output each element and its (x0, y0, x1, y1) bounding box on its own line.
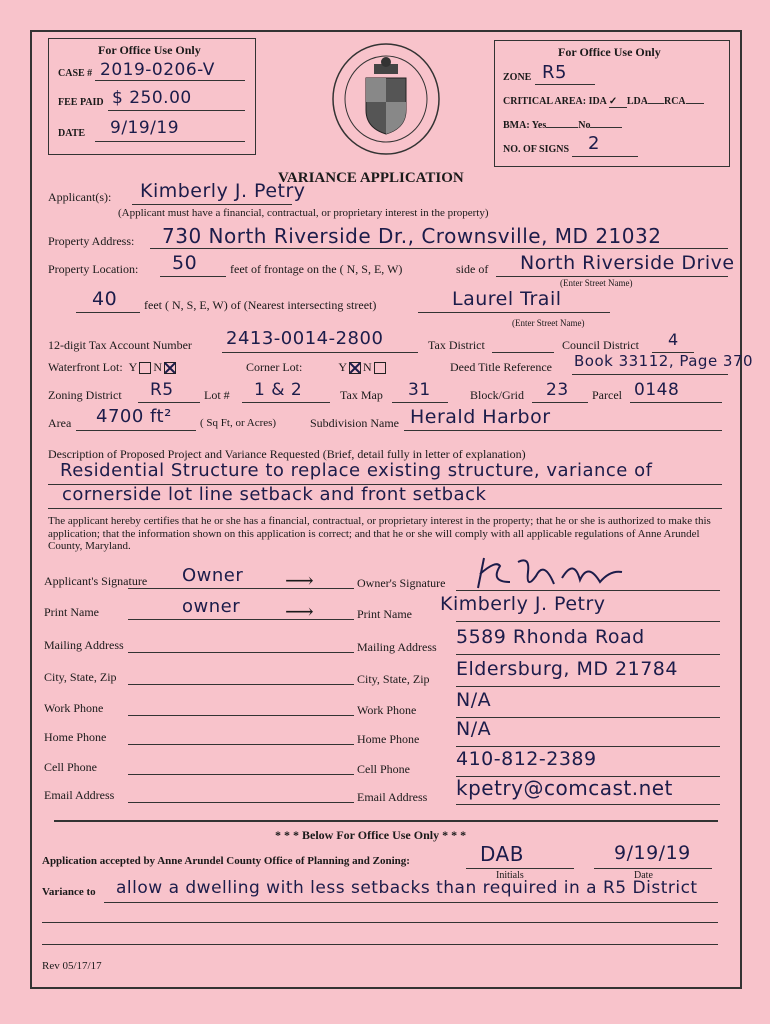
office-left-title: For Office Use Only (98, 43, 201, 57)
bma-row (503, 120, 622, 131)
owner-home-phone-value[interactable]: N/A (456, 718, 492, 740)
initials-value[interactable]: DAB (480, 842, 524, 866)
waterfront-no-checkbox[interactable] (164, 362, 176, 374)
applicant-name[interactable]: Kimberly J. Petry (140, 180, 306, 202)
waterfront-row (48, 360, 178, 375)
tax-district-line (492, 352, 554, 353)
applicant-home-phone-label: Home Phone (44, 730, 107, 744)
tax-account-value[interactable]: 2413-0014-2800 (226, 328, 384, 349)
variance-value[interactable]: allow a dwelling with less setbacks than required in a R5 District (116, 878, 698, 898)
applicant-cell-phone-line (128, 774, 354, 775)
bottom-date-label: Date (634, 870, 653, 881)
owner-email-label: Email Address (357, 790, 428, 804)
applicant-email-label: Email Address (44, 788, 115, 802)
lot-label: Lot # (204, 388, 230, 402)
owner-work-phone-value[interactable]: N/A (456, 689, 492, 711)
parcel-line (630, 402, 722, 403)
arrow-icon-2: ⟶ (285, 601, 314, 623)
lda-label: LDA (626, 96, 648, 107)
council-district-label: Council District (562, 338, 639, 352)
applicant-print-name-value[interactable]: owner (182, 596, 241, 617)
applicant-cell-phone-label: Cell Phone (44, 760, 97, 774)
feet-line (76, 312, 140, 313)
arrow-icon-1: ⟶ (285, 570, 314, 592)
applicant-city-line (128, 684, 354, 685)
owner-print-name-value[interactable]: Kimberly J. Petry (440, 593, 606, 615)
office-date[interactable]: 9/19/19 (110, 118, 180, 138)
variance-line-3 (42, 944, 718, 945)
owner-mailing-label: Mailing Address (357, 640, 437, 654)
owner-home-phone-label: Home Phone (357, 732, 420, 746)
feet-label: feet ( N, S, E, W) of (Nearest intersecting street) (144, 298, 377, 312)
case-label: CASE # (58, 68, 93, 79)
intersect-line (418, 312, 610, 313)
critical-area-label: CRITICAL AREA: IDA ✓ LDA RCA (503, 96, 704, 108)
bottom-date-line (594, 868, 712, 869)
intersect-note: (Enter Street Name) (512, 318, 585, 328)
description-value-1[interactable]: Residential Structure to replace existing structure, variance of (60, 460, 653, 481)
signs-label: NO. OF SIGNS (503, 144, 570, 155)
frontage-line (160, 276, 226, 277)
block-value[interactable]: 23 (546, 380, 569, 400)
applicant-label: Applicant(s): (48, 190, 112, 204)
corner-row (246, 360, 388, 375)
subdivision-line (404, 430, 722, 431)
owner-print-name-label: Print Name (357, 607, 412, 621)
corner-no-checkbox[interactable] (374, 362, 386, 374)
council-value[interactable]: 4 (668, 330, 679, 349)
fee-amount[interactable]: $ 250.00 (112, 88, 192, 108)
divider-line (54, 820, 718, 822)
fee-label: FEE PAID (58, 97, 104, 108)
rca-label: RCA (663, 96, 686, 107)
subdivision-value[interactable]: Herald Harbor (410, 406, 551, 428)
county-seal-icon (330, 40, 442, 158)
bma-yes-label: BMA: Yes (503, 120, 547, 131)
applicant-mailing-line (128, 652, 354, 653)
corner-label: Corner Lot: (246, 360, 303, 374)
corner-y-label: Y (338, 360, 347, 374)
lot-line (242, 402, 330, 403)
owner-signature-label: Owner's Signature (357, 576, 446, 590)
applicant-mailing-label: Mailing Address (44, 638, 124, 652)
property-address-line (150, 248, 728, 249)
owner-print-name-line (456, 621, 720, 622)
waterfront-y-label: Y (128, 360, 138, 374)
property-location-label: Property Location: (48, 262, 139, 276)
owner-email-value[interactable]: kpetry@comcast.net (456, 776, 673, 800)
zone-line (535, 84, 595, 85)
applicant-signature-label: Applicant's Signature (44, 574, 148, 588)
description-value-2[interactable]: cornerside lot line setback and front setback (62, 484, 487, 505)
intersect-value[interactable]: Laurel Trail (452, 288, 562, 310)
tax-map-line (392, 402, 448, 403)
date-line (95, 141, 245, 142)
feet-value[interactable]: 40 (92, 288, 118, 310)
initials-label: Initials (496, 870, 524, 881)
zoning-line (138, 402, 200, 403)
property-address-label: Property Address: (48, 234, 135, 248)
tax-account-line (222, 352, 418, 353)
area-value[interactable]: 4700 ft² (96, 406, 172, 427)
variance-line-2 (42, 922, 718, 923)
applicant-home-phone-line (128, 744, 354, 745)
deed-label: Deed Title Reference (450, 360, 552, 374)
accepted-label: Application accepted by Anne Arundel County Office of Planning and Zoning: (42, 855, 410, 867)
corner-n-label: N (363, 360, 372, 374)
signs-line (572, 156, 638, 157)
tax-account-label: 12-digit Tax Account Number (48, 338, 192, 352)
property-address-value[interactable]: 730 North Riverside Dr., Crownsville, MD 21032 (162, 224, 662, 248)
zone-value[interactable]: R5 (542, 62, 567, 83)
case-number[interactable]: 2019-0206-V (100, 60, 215, 80)
waterfront-n-label: N (153, 360, 163, 374)
applicant-signature-value[interactable]: Owner (182, 565, 244, 586)
block-label: Block/Grid (470, 388, 524, 402)
description-label: Description of Proposed Project and Variance Requested (Brief, detail fully in letter of explanation) (48, 447, 526, 461)
area-line (76, 430, 196, 431)
variance-line-1 (104, 902, 718, 903)
owner-city-label: City, State, Zip (357, 672, 430, 686)
initials-line (466, 868, 574, 869)
critical-label: CRITICAL AREA: IDA (503, 96, 607, 107)
applicant-print-name-line (128, 619, 354, 620)
area-label: Area (48, 416, 72, 430)
owner-work-phone-line (456, 717, 720, 718)
office-right-title: For Office Use Only (558, 45, 661, 59)
area-units: ( Sq Ft, or Acres) (200, 417, 277, 429)
zoning-label: Zoning District (48, 388, 122, 402)
fee-line (108, 110, 245, 111)
bma-no-label: No (578, 120, 591, 131)
street-note: (Enter Street Name) (560, 278, 633, 288)
block-line (532, 402, 588, 403)
applicant-city-label: City, State, Zip (44, 670, 117, 684)
applicant-work-phone-line (128, 715, 354, 716)
frontage-label: feet of frontage on the ( N, S, E, W) (230, 262, 403, 276)
variance-to-label: Variance to (42, 886, 96, 898)
parcel-value[interactable]: 0148 (634, 380, 680, 400)
applicant-work-phone-label: Work Phone (44, 701, 104, 715)
date-label: DATE (58, 128, 86, 139)
owner-city-value[interactable]: Eldersburg, MD 21784 (456, 658, 678, 680)
lot-value[interactable]: 1 & 2 (254, 380, 303, 400)
owner-email-line (456, 804, 720, 805)
applicant-note: (Applicant must have a financial, contractual, or proprietary interest in the property) (118, 207, 489, 219)
certification-text: The applicant hereby certifies that he or she has a financial, contractual, or proprietary interest in the property; that he or she is authorized to make this application; that the information shown on this application is correct; and that he or she will comply with all applicable regulations of Anne Arundel County, Maryland. (48, 515, 711, 552)
applicant-line (132, 204, 292, 205)
owner-mailing-value[interactable]: 5589 Rhonda Road (456, 626, 645, 648)
tax-map-value[interactable]: 31 (408, 380, 431, 400)
zoning-value[interactable]: R5 (150, 380, 174, 400)
case-line (95, 80, 245, 81)
waterfront-label: Waterfront Lot: (48, 360, 123, 374)
deed-value[interactable]: Book 33112, Page 370 (574, 352, 754, 370)
parcel-label: Parcel (592, 388, 622, 402)
tax-map-label: Tax Map (340, 388, 383, 402)
owner-cell-phone-value[interactable]: 410-812-2389 (456, 748, 597, 770)
owner-mailing-line (456, 654, 720, 655)
deed-line (572, 374, 728, 375)
revision-date: Rev 05/17/17 (42, 960, 102, 972)
corner-yes-checkbox[interactable] (349, 362, 361, 374)
owner-home-phone-line (456, 746, 720, 747)
description-line-2 (48, 508, 722, 509)
applicant-print-name-label: Print Name (44, 605, 99, 619)
signs-value[interactable]: 2 (588, 133, 600, 154)
tax-district-label: Tax District (428, 338, 485, 352)
applicant-email-line (128, 802, 354, 803)
street-line (496, 276, 728, 277)
waterfront-yes-checkbox[interactable] (139, 362, 151, 374)
bottom-date-value[interactable]: 9/19/19 (614, 842, 691, 864)
street-value[interactable]: North Riverside Drive (520, 252, 735, 274)
owner-city-line (456, 686, 720, 687)
applicant-signature-line (128, 588, 354, 589)
side-of-label: side of (456, 262, 489, 276)
zone-label: ZONE (503, 72, 532, 83)
owner-cell-phone-label: Cell Phone (357, 762, 410, 776)
office-bottom-title: * * * Below For Office Use Only * * * (275, 828, 467, 842)
owner-signature-scribble[interactable] (470, 552, 630, 596)
form-title: VARIANCE APPLICATION (278, 170, 464, 186)
subdivision-label: Subdivision Name (310, 416, 399, 430)
frontage-value[interactable]: 50 (172, 252, 198, 274)
owner-work-phone-label: Work Phone (357, 703, 417, 717)
